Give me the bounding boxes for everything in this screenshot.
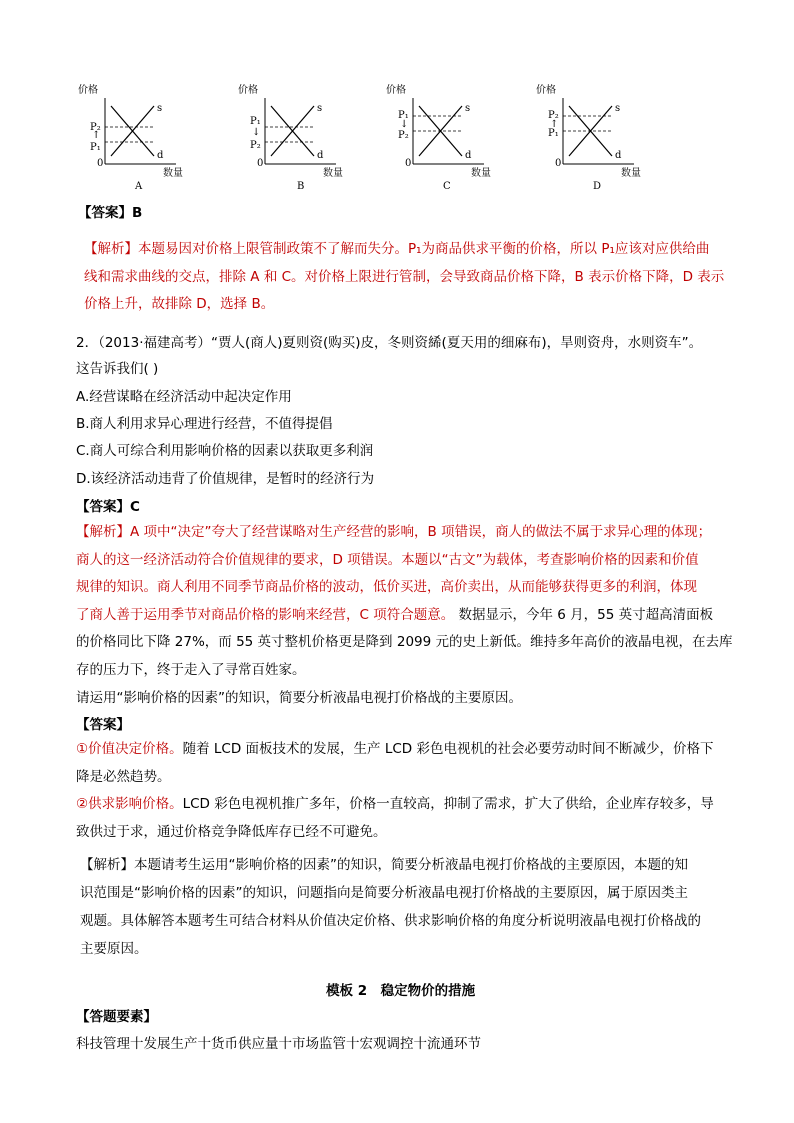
template2-elements-label: 【答题要素】 bbox=[76, 1009, 157, 1025]
svg-text:0: 0 bbox=[97, 158, 104, 169]
s-label: s bbox=[317, 103, 323, 114]
template2-elements: 科技管理十发展生产十货币供应量十市场监管十宏观调控十流通环节 bbox=[76, 1036, 481, 1052]
material-text: 数据显示，今年 6 月，55 英寸超高清面板 bbox=[454, 606, 714, 623]
s-label: s bbox=[465, 103, 471, 114]
p-lower-label: P₁ bbox=[548, 128, 559, 139]
s-label: s bbox=[157, 103, 163, 114]
analysis-line: 【解析】本题易因对价格上限管制政策不了解而失分。P₁为商品供求平衡的价格，所以 P₁应该对应供给曲 bbox=[84, 241, 710, 257]
answer-line: ②供求影响价格。LCD 彩色电视机推广多年，价格一直较高，抑制了需求，扩大了供给，企业库存较多，导 bbox=[76, 796, 714, 812]
figure-d bbox=[536, 80, 666, 192]
q2-option-c: C.商人可综合利用影响价格的因素以获取更多利润 bbox=[76, 443, 374, 459]
q2-analysis bbox=[76, 519, 733, 684]
p-upper-label: P₁ bbox=[250, 116, 261, 127]
d-label: d bbox=[317, 150, 324, 161]
material-line: 的价格同比下降 27%，而 55 英寸整机价格更是降到 2099 元的史上新低。维持多年高价的液晶电视，在去库 bbox=[76, 634, 733, 650]
qty-axis-label: 数量 bbox=[471, 168, 491, 179]
price-axis-label: 价格 bbox=[78, 85, 98, 96]
p-lower-label: P₂ bbox=[398, 130, 409, 141]
q3-analysis bbox=[80, 851, 701, 963]
q2-option-b: B.商人利用求异心理进行经营，不值得提倡 bbox=[76, 416, 333, 432]
caption: A bbox=[135, 181, 143, 192]
svg-text:0: 0 bbox=[257, 158, 264, 169]
material-line: 存的压力下，终于走入了寻常百姓家。 bbox=[76, 661, 306, 678]
figure-a bbox=[78, 80, 208, 192]
supply-demand-figures bbox=[78, 80, 718, 192]
caption: B bbox=[297, 181, 305, 192]
d-label: d bbox=[615, 150, 622, 161]
answer-line: ①价值决定价格。随着 LCD 面板技术的发展，生产 LCD 彩色电视机的社会必要劳动时间不断减少，价格下 bbox=[76, 741, 714, 757]
analysis-line: 规律的知识。商人利用不同季节商品价格的波动，低价买进，高价卖出，从而能够获得更多的利润，体现 bbox=[76, 579, 697, 595]
s-label: s bbox=[615, 103, 621, 114]
svg-text:0: 0 bbox=[555, 158, 562, 169]
answer-line: 致供过于求，通过价格竞争降低库存已经不可避免。 bbox=[76, 823, 387, 840]
q2-stem-line2: 这告诉我们( ) bbox=[76, 361, 159, 377]
analysis-line: 了商人善于运用季节对商品价格的影响来经营，C 项符合题意。 数据显示，今年 6 月，55 英寸超高清面板 bbox=[76, 606, 714, 623]
caption: D bbox=[593, 181, 602, 192]
price-axis-label: 价格 bbox=[536, 85, 556, 96]
qty-axis-label: 数量 bbox=[323, 168, 343, 179]
arrow-label: ↓ bbox=[252, 127, 261, 138]
p-upper-label: P₂ bbox=[548, 110, 559, 121]
q1-answer: 【答案】B bbox=[78, 205, 143, 221]
p-upper-label: P₂ bbox=[90, 122, 101, 133]
analysis-line: 线和需求曲线的交点，排除 A 和 C。对价格上限进行管制，会导致商品价格下降，B 表示价格下降，D 表示 bbox=[84, 268, 725, 285]
p-lower-label: P₂ bbox=[250, 140, 261, 151]
q3-answers bbox=[76, 736, 714, 846]
caption: C bbox=[443, 181, 451, 192]
q3-question: 请运用“影响价格的因素”的知识，简要分析液晶电视打价格战的主要原因。 bbox=[76, 690, 522, 706]
arrow-label: ↓ bbox=[400, 119, 409, 130]
q2-answer: 【答案】C bbox=[76, 499, 140, 515]
figure-c bbox=[386, 80, 516, 192]
d-label: d bbox=[465, 150, 472, 161]
answer-line: 降是必然趋势。 bbox=[76, 768, 171, 785]
q2-option-a: A.经营谋略在经济活动中起决定作用 bbox=[76, 389, 292, 405]
analysis-line: 价格上升，故排除 D，选择 B。 bbox=[84, 296, 275, 312]
qty-axis-label: 数量 bbox=[163, 168, 183, 179]
analysis-line: 识范围是“影响价格的因素”的知识，问题指向是简要分析液晶电视打价格战的主要原因，属于原因类主 bbox=[80, 885, 688, 901]
analysis-line: 商人的这一经济活动符合价值规律的要求，D 项错误。本题以“古文”为载体，考查影响价格的因素和价值 bbox=[76, 551, 699, 568]
analysis-line: 主要原因。 bbox=[80, 941, 148, 957]
p-lower-label: P₁ bbox=[90, 142, 101, 153]
arrow-label: ↑ bbox=[92, 130, 101, 141]
d-label: d bbox=[157, 150, 164, 161]
analysis-line: 【解析】本题请考生运用“影响价格的因素”的知识，简要分析液晶电视打价格战的主要原因，本题的知 bbox=[80, 857, 688, 873]
qty-axis-label: 数量 bbox=[621, 168, 641, 179]
template2-heading: 模板 2 稳定物价的措施 bbox=[326, 983, 476, 999]
price-axis-label: 价格 bbox=[238, 85, 258, 96]
analysis-line: 观题。具体解答本题考生可结合材料从价值决定价格、供求影响价格的角度分析说明液晶电视打价格战的 bbox=[80, 913, 701, 929]
figure-b bbox=[238, 80, 368, 192]
svg-text:0: 0 bbox=[405, 158, 412, 169]
q2-stem-line1: 2．（2013·福建高考）“贾人(商人)夏则资(购买)皮，冬则资絺(夏天用的细麻布)，旱则资舟，水则资车”。 bbox=[76, 335, 703, 351]
q2-option-d: D.该经济活动违背了价值规律，是暂时的经济行为 bbox=[76, 471, 375, 487]
arrow-label: ↑ bbox=[550, 119, 559, 130]
price-axis-label: 价格 bbox=[386, 85, 406, 96]
q3-answer-label: 【答案】 bbox=[76, 717, 130, 733]
p-upper-label: P₁ bbox=[398, 110, 409, 121]
analysis-line: 【解析】A 项中“决定”夸大了经营谋略对生产经营的影响，B 项错误，商人的做法不属于求异心理的体现； bbox=[76, 524, 712, 540]
q1-analysis bbox=[84, 236, 724, 319]
